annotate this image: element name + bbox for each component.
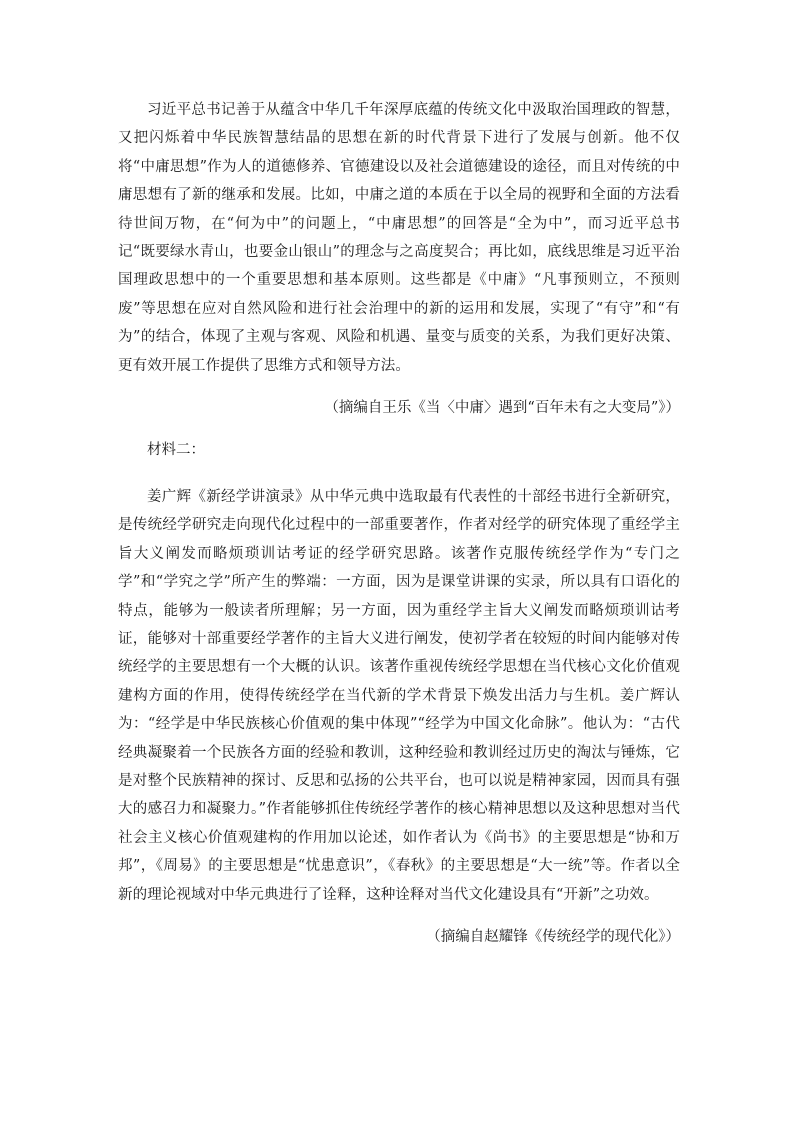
spacer <box>118 465 680 483</box>
document-page <box>118 96 680 951</box>
source-citation-two: （摘编自赵耀锋《传统经学的现代化》） <box>426 928 680 945</box>
spacer <box>118 380 680 394</box>
source-citation-one: （摘编自王乐《当〈中庸〉遇到“百年未有之大变局”》） <box>324 400 680 417</box>
section-heading-material-two: 材料二： <box>147 442 205 459</box>
paragraph-material-two: 姜广辉《新经学讲演录》从中华元典中选取最有代表性的十部经书进行全新研究，是传统经学研究走向现代化过程中的一部重要著作，作者对经学的研究体现了重经学主旨大义阐发而略烦琐训诂考证的经学研究思路。该著作克服传统经学作为“专门之学”和“学究之学”所产生的弊端：一方面，因为是课堂讲课的实录，所以具有口语化的特点，能够为一般读者所理解；另一方面，因为重经学主旨大义阐发而略烦琐训诂考证，能够对十部重要经学著作的主旨大义进行阐发，使初学者在较短的时间内能够对传统经学的主要思想有一个大概的认识。该著作重视传统经学思想在当代核心文化价值观建构方面的作用，使得传统经学在当代新的学术背景下焕发出活力与生机。姜广辉认为：“经学是中华民族核心价值观的集中体现”“经学为中国文化命脉”。他认为：“古代经典凝聚着一个民族各方面的经验和教训，这种经验和教训经过历史的淘汰与锤炼，它是对整个民族精神的探讨、反思和弘扬的公共平台，也可以说是精神家园，因而具有强大的感召力和凝聚力。”作者能够抓住传统经学著作的核心精神思想以及这种思想对当代社会主义核心价值观建构的作用加以论述，如作者认为《尚书》的主要思想是“协和万邦”，《周易》的主要思想是“忧患意识”，《春秋》的主要思想是“大一统”等。作者以全新的理论视域对中华元典进行了诠释，这种诠释对当代文化建设具有“开新”之功效。 <box>118 488 680 903</box>
spacer <box>118 422 680 436</box>
paragraph-material-one: 习近平总书记善于从蕴含中华几千年深厚底蕴的传统文化中汲取治国理政的智慧，又把闪烁着中华民族智慧结晶的思想在新的时代背景下进行了发展与创新。他不仅将“中庸思想”作为人的道德修养、官德建设以及社会道德建设的途径，而且对传统的中庸思想有了新的继承和发展。比如，中庸之道的本质在于以全局的视野和全面的方法看待世间万物，在“何为中”的问题上，“中庸思想”的回答是“全为中”，而习近平总书记“既要绿水青山，也要金山银山”的理念与之高度契合；再比如，底线思维是习近平治国理政思想中的一个重要思想和基本原则。这些都是《中庸》“凡事预则立，不预则废”等思想在应对自然风险和进行社会治理中的新的运用和发展，实现了“有守”和“有为”的结合，体现了主观与客观、风险和机遇、量变与质变的关系，为我们更好决策、更有效开展工作提供了思维方式和领导方法。 <box>118 102 680 374</box>
spacer <box>118 909 680 923</box>
